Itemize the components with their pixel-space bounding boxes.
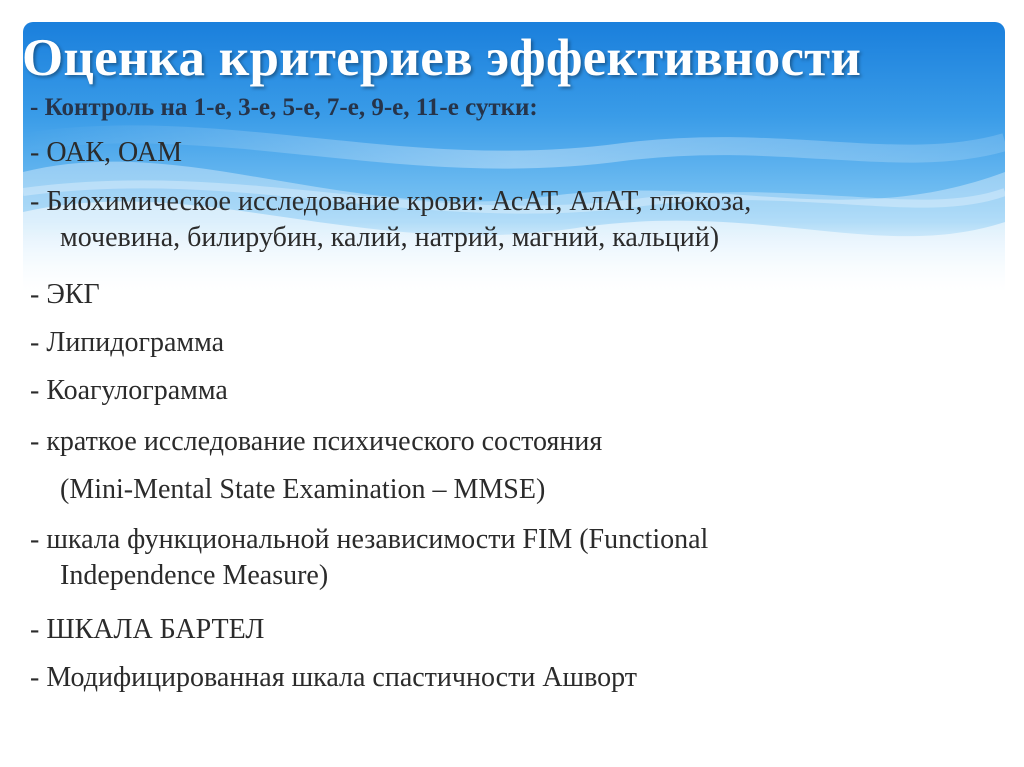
list-item xyxy=(30,184,751,256)
list-item-text: - Биохимическое исследование крови: АсАТ, АлАТ, глюкоза, xyxy=(30,186,752,217)
list-item xyxy=(30,424,602,460)
list-item-text: - Контроль на 1-е, 3-е, 5-е, 7-е, 9-е, 11-е сутки: xyxy=(30,94,538,121)
slide-title: Оценка критериев эффективности xyxy=(22,29,862,87)
list-item-text: - Липидограмма xyxy=(30,327,225,358)
list-item-continuation: мочевина, билирубин, калий, натрий, магний, кальций) xyxy=(60,222,720,253)
list-item xyxy=(30,373,228,409)
list-item-text: - краткое исследование психического состояния xyxy=(30,426,603,457)
list-item xyxy=(30,612,264,648)
list-item-continuation: Independence Measure) xyxy=(60,560,329,591)
list-item-text: - ОАК, ОАМ xyxy=(30,137,182,168)
list-item xyxy=(30,277,100,313)
list-item xyxy=(30,660,637,696)
list-item xyxy=(30,325,224,361)
list-item-text: - Коагулограмма xyxy=(30,375,228,406)
list-item xyxy=(30,522,708,594)
list-item xyxy=(30,135,182,171)
list-item-text: (Mini-Mental State Examination – MMSE) xyxy=(60,474,546,505)
list-item xyxy=(30,90,538,126)
list-item-text: - шкала функциональной независимости FIM (Functional xyxy=(30,524,709,555)
list-item xyxy=(60,472,545,508)
list-item-text: - ШКАЛА БАРТЕЛ xyxy=(30,614,265,645)
list-item-text: - ЭКГ xyxy=(30,279,100,310)
list-item-text: - Модифицированная шкала спастичности Ашворт xyxy=(30,662,637,693)
